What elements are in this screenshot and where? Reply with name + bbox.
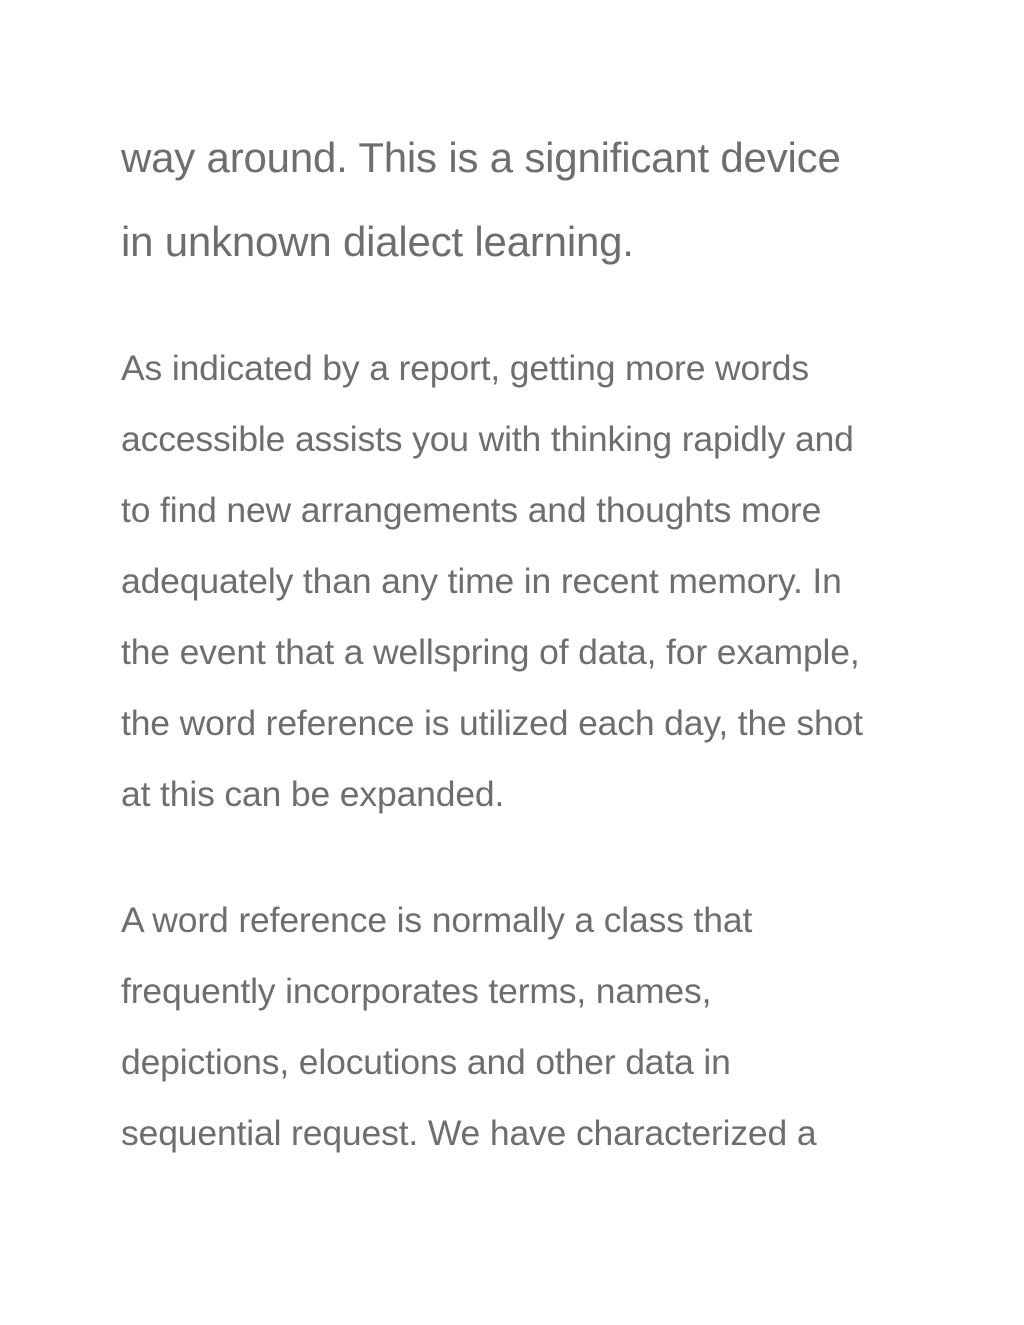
- text-line: A word reference is normally a class that: [121, 900, 753, 940]
- text-line: the word reference is utilized each day, the shot: [121, 703, 863, 743]
- text-line: way around. This is a significant device: [121, 134, 841, 181]
- text-line: to find new arrangements and thoughts more: [121, 490, 822, 530]
- document-page: [121, 0, 911, 1325]
- text-line: As indicated by a report, getting more words: [121, 348, 809, 388]
- text-line: in unknown dialect learning.: [121, 218, 634, 265]
- text-line: sequential request. We have characterized a: [121, 1113, 817, 1153]
- text-line: depictions, elocutions and other data in: [121, 1042, 731, 1082]
- text-line: adequately than any time in recent memory. In: [121, 561, 842, 601]
- text-line: frequently incorporates terms, names,: [121, 971, 712, 1011]
- paragraph-continuation: [121, 116, 911, 284]
- text-line: at this can be expanded.: [121, 774, 505, 814]
- paragraph-report: [121, 333, 911, 830]
- text-line: accessible assists you with thinking rapidly and: [121, 419, 854, 459]
- paragraph-word-reference: [121, 885, 911, 1169]
- text-line: the event that a wellspring of data, for example,: [121, 632, 860, 672]
